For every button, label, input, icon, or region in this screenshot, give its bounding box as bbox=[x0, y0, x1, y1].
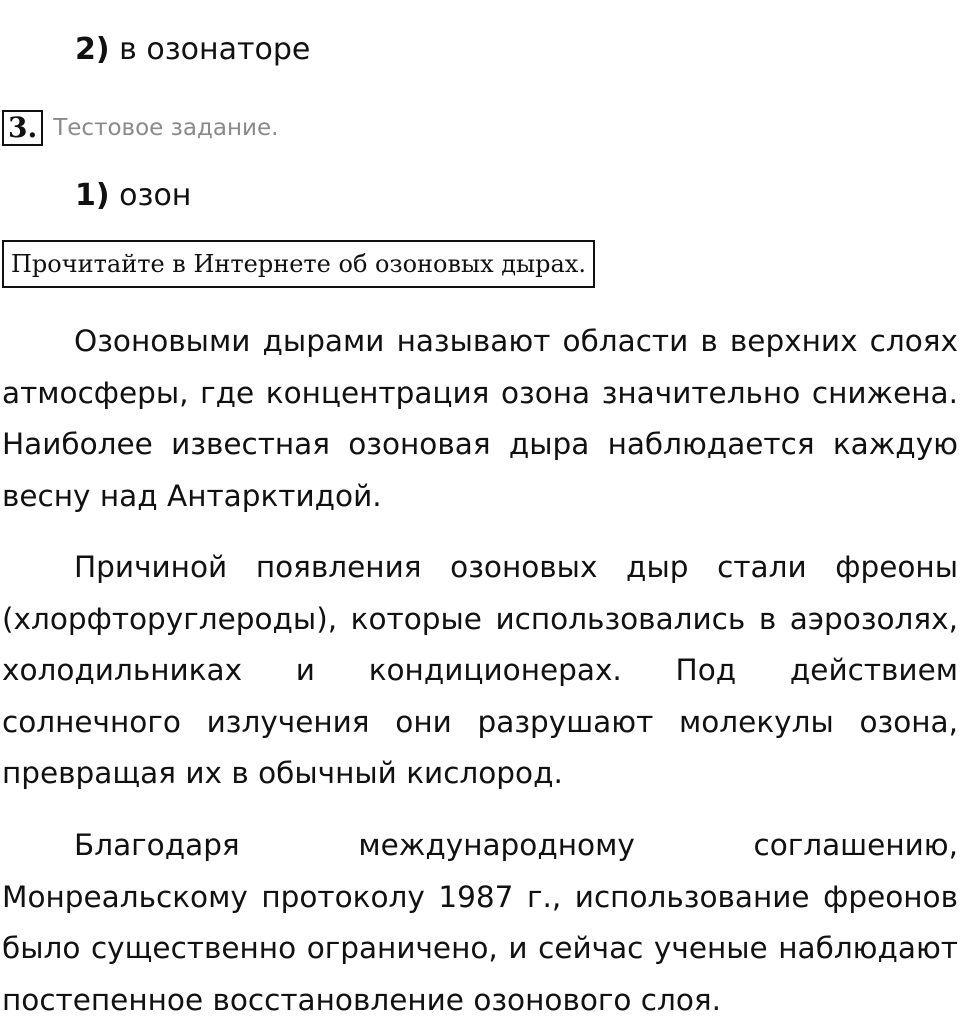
task-number-box: 3. bbox=[2, 110, 43, 146]
answer-text: в озонаторе bbox=[119, 32, 311, 67]
answer-text: озон bbox=[119, 178, 192, 213]
answer-line-1 bbox=[75, 176, 191, 216]
paragraph-1: Озоновыми дырами называют области в верхних слоях атмосферы, где концентрация озона значительно снижена. Наиболее известная озоновая дыра наблюдается каждую весну над Антарктидой. bbox=[2, 324, 958, 513]
paragraph-2: Причиной появления озоновых дыр стали фреоны (хлорфторуглероды), которые использовались в аэрозолях, холодильниках и кондиционерах. Под действием солнечного излучения они разрушают молекулы озона, превращая их в обычный кислород. bbox=[2, 550, 958, 790]
paragraph-3: Благодаря международному соглашению, Монреальскому протоколу 1987 г., использование фреонов было существенно ограничено, и сейчас ученые наблюдают постепенное восстановление озонового слоя. bbox=[2, 828, 958, 1017]
answer-line-2 bbox=[75, 30, 310, 70]
instruction-box: Прочитайте в Интернете об озоновых дырах. bbox=[2, 240, 595, 288]
task-header bbox=[2, 108, 278, 148]
task-caption: Тестовое задание. bbox=[53, 115, 279, 141]
answer-number: 2) bbox=[75, 32, 110, 67]
answer-number: 1) bbox=[75, 178, 110, 213]
